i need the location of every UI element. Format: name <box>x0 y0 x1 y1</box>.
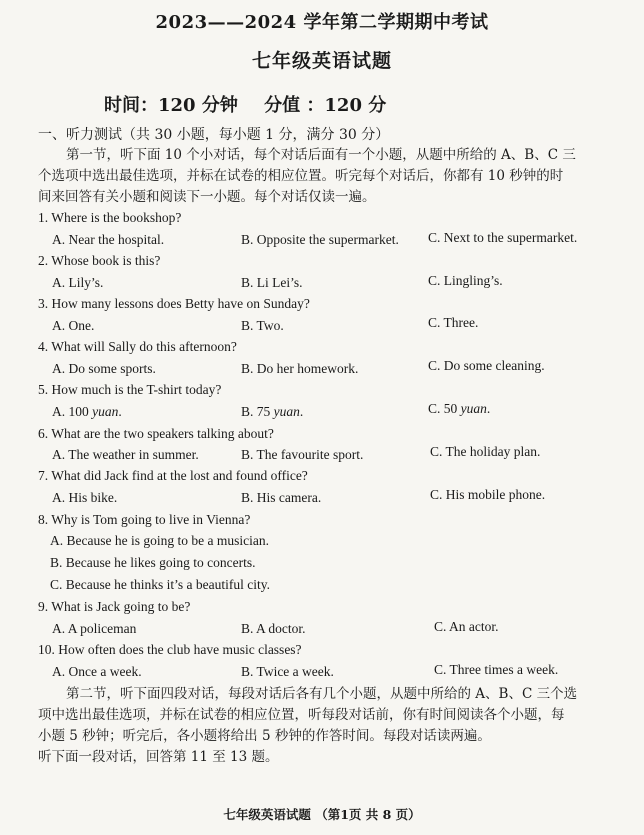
option-9c: C. An actor. <box>434 619 499 634</box>
option-7b: B. His camera. <box>241 490 322 505</box>
option-5a: A. 100 yuan. <box>52 404 122 419</box>
option-2a: A. Lily’s. <box>52 275 104 290</box>
option-8c: C. Because he thinks it’s a beautiful city. <box>50 577 270 592</box>
question-1: 1. Where is the bookshop? <box>38 210 182 225</box>
option-8a: A. Because he is going to be a musician. <box>50 533 269 548</box>
question-9: 9. What is Jack going to be? <box>38 599 191 614</box>
option-10b: B. Twice a week. <box>241 664 334 679</box>
option-10a: A. Once a week. <box>52 664 142 679</box>
option-6a: A. The weather in summer. <box>52 447 199 462</box>
exam-meta <box>104 91 406 117</box>
option-7c: C. His mobile phone. <box>430 487 546 502</box>
option-6b: B. The favourite sport. <box>241 447 364 462</box>
option-1b: B. Opposite the supermarket. <box>241 232 399 247</box>
section-heading: 一、听力测试（共 30 小题，每小题 1 分，满分 30 分） <box>38 127 390 143</box>
option-5c: C. 50 yuan. <box>428 401 491 416</box>
option-3a: A. One. <box>52 318 95 333</box>
exam-title: 2023——2024 学年第二学期期中考试 <box>155 12 489 33</box>
question-8: 8. Why is Tom going to live in Vienna? <box>38 512 251 527</box>
question-5: 5. How much is the T-shirt today? <box>38 382 222 397</box>
option-4c: C. Do some cleaning. <box>428 358 545 373</box>
option-2b: B. Li Lei’s. <box>241 275 303 290</box>
option-8b: B. Because he likes going to concerts. <box>50 555 256 570</box>
question-10: 10. How often does the club have music classes? <box>38 642 302 657</box>
part2-instructions: 第二节，听下面四段对话，每段对话后各有几个小题，从题中所给的 A、B、C 三个选 项中选出最佳选项，并标在试卷的相应位置，听每段对话前，你有时间阅读各个小题，每 小题 5 秒钟；听完后，各小题将给出 5 秒钟的作答时间。每段对话读两遍。 听下面一段对话，回答第 11 至 13 题。 <box>38 686 578 765</box>
option-3b: B. Two. <box>241 318 284 333</box>
question-6: 6. What are the two speakers talking about? <box>38 426 274 441</box>
option-3c: C. Three. <box>428 315 479 330</box>
option-4a: A. Do some sports. <box>52 361 156 376</box>
exam-subtitle: 七年级英语试题 <box>251 50 392 72</box>
option-7a: A. His bike. <box>52 490 118 505</box>
part1-instructions: 第一节，听下面 10 个小对话，每个对话后面有一个小题，从题中所给的 A、B、C 三 个选项中选出最佳选项，并标在试卷的相应位置。听完每个对话后，你都有 10 秒钟的时 间来回答有关小题和阅读下一小题。每个对话仅读一遍。 <box>38 147 576 205</box>
option-2c: C. Lingling’s. <box>428 273 503 288</box>
exam-time: 时间：120 分钟 <box>104 95 238 116</box>
question-7: 7. What did Jack find at the lost and found office? <box>38 468 308 483</box>
question-2: 2. Whose book is this? <box>38 253 161 268</box>
option-4b: B. Do her homework. <box>241 361 359 376</box>
exam-score: 分值 ：120 分 <box>264 95 387 116</box>
option-10c: C. Three times a week. <box>434 662 559 677</box>
question-4: 4. What will Sally do this afternoon? <box>38 339 237 354</box>
option-1c: C. Next to the supermarket. <box>428 230 578 245</box>
question-3: 3. How many lessons does Betty have on Sunday? <box>38 296 310 311</box>
option-5b: B. 75 yuan. <box>241 404 304 419</box>
page-footer: 七年级英语试题 （第1页 共 8 页） <box>223 807 421 822</box>
option-9b: B. A doctor. <box>241 621 306 636</box>
option-6c: C. The holiday plan. <box>430 444 541 459</box>
option-1a: A. Near the hospital. <box>52 232 165 247</box>
option-9a: A. A policeman <box>52 621 137 636</box>
